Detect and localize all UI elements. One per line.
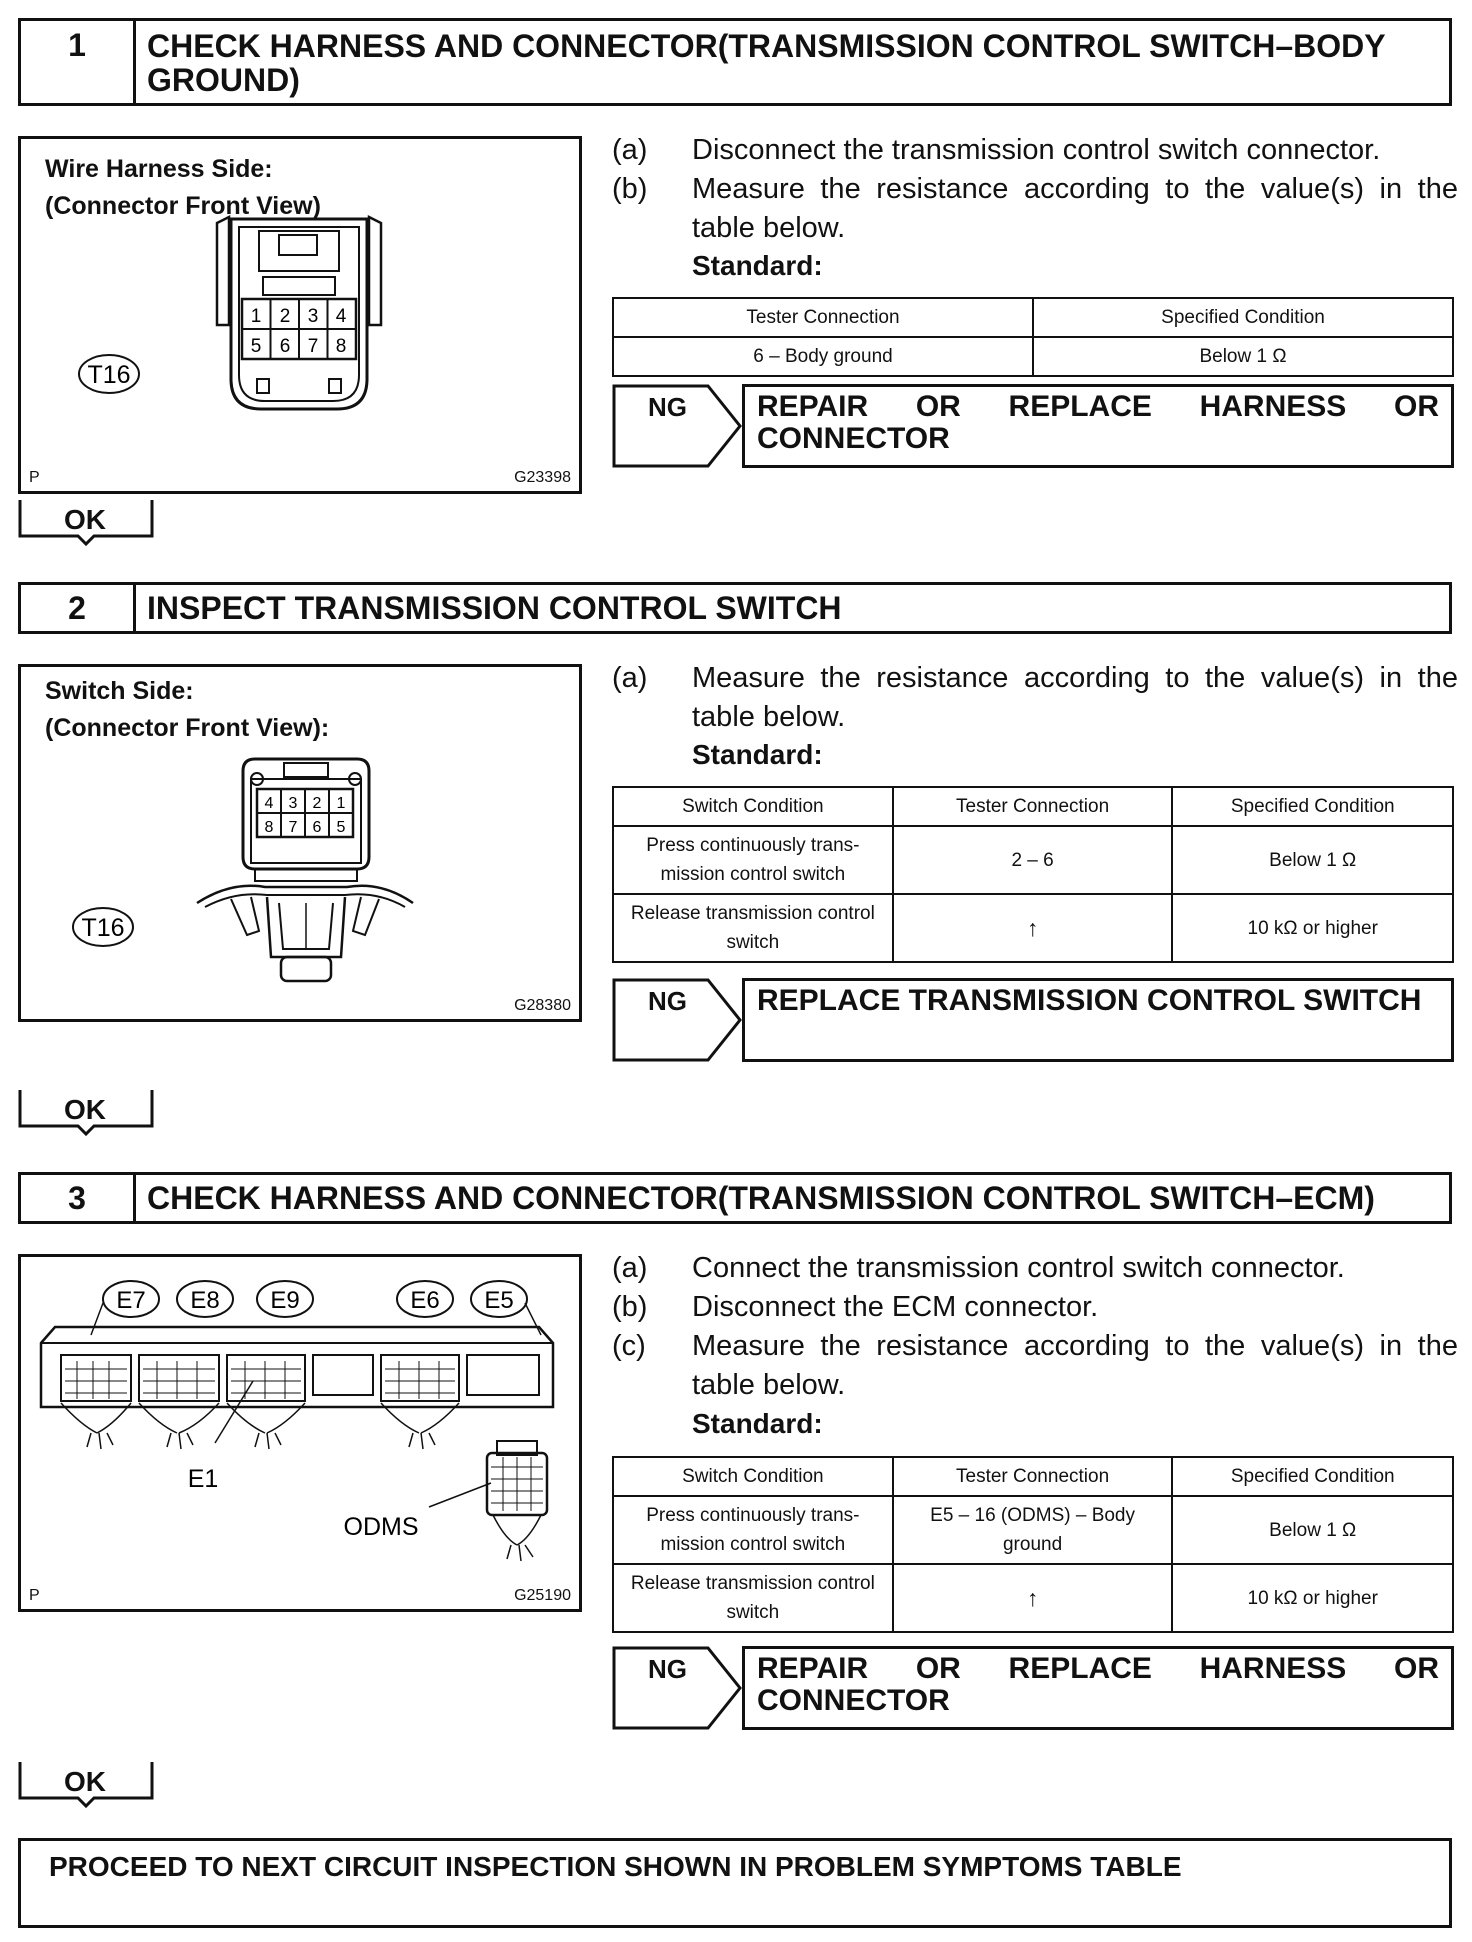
ok-label: OK [64,504,106,535]
table-header-cell: Tester Connection [893,1457,1173,1496]
figure-id: G25190 [514,1587,571,1604]
table-header-row [613,298,1453,337]
ng-label: NG [648,392,687,422]
ok-label: OK [64,1766,106,1797]
step-1-ok-branch [18,498,158,551]
pin-label: 1 [336,795,346,812]
figure-caption: Wire Harness Side: [45,155,273,183]
step-3-header [18,1172,1452,1224]
table-header-cell: Specified Condition [1172,787,1453,826]
connector-label: E8 [190,1287,220,1314]
step-number: 3 [21,1175,136,1221]
table-row [613,894,1453,962]
step-number: 2 [21,585,136,631]
connector-label: T16 [87,361,131,389]
switch-connector-drawing [21,667,579,1019]
pin-label: 8 [335,336,347,357]
pin-label: 7 [307,336,319,357]
pin-label: 1 [250,306,262,327]
table-cell: Below 1 Ω [1172,1496,1453,1564]
step-2-figure [18,664,582,1022]
table-cell: Release transmission control switch [613,894,893,962]
table-row [613,337,1453,376]
table-cell: ↑ [893,894,1173,962]
table-cell: Below 1 Ω [1172,826,1453,894]
table-row [613,1496,1453,1564]
table-header-cell: Specified Condition [1172,1457,1453,1496]
step-title: CHECK HARNESS AND CONNECTOR(TRANSMISSION CONTROL SWITCH–ECM) [147,1180,1375,1216]
step-1-instructions [612,131,1458,248]
table-cell: 10 kΩ or higher [1172,894,1453,962]
ng-action: REPLACE TRANSMISSION CONTROL SWITCH [742,978,1454,1062]
step-3-figure [18,1254,582,1612]
step-3-ok-branch [18,1760,158,1813]
step-2-ok-branch [18,1088,158,1141]
callout-label: E1 [187,1465,219,1493]
pin-label: 6 [312,819,322,836]
instruction-item: (b) Disconnect the ECM connector. [612,1291,1099,1323]
table-cell: Release transmission control switch [613,1564,893,1632]
table-row [613,1564,1453,1632]
step-1-spec-table [612,297,1454,377]
standard-label: Standard: [692,1408,823,1439]
ng-action: REPAIR OR REPLACE HARNESS OR CONNECTOR [742,384,1454,468]
step-2-spec-table [612,786,1454,963]
step-2-header [18,582,1452,634]
table-header-row [613,1457,1453,1496]
instruction-item: (a) Measure the resistance according to the value(s) in the table below. [612,662,1458,733]
instruction-item: (c) Measure the resistance according to the value(s) in the table below. [612,1330,1458,1401]
connector-label: E7 [116,1287,146,1314]
pin-label: 7 [288,819,298,836]
standard-label: Standard: [692,250,823,281]
step-2-instructions [612,659,1458,737]
table-cell: 6 – Body ground [613,337,1033,376]
connector-label: E9 [270,1287,300,1314]
pin-label: 3 [307,306,319,327]
ecm-connector-drawing [21,1257,579,1609]
standard-label: Standard: [692,739,823,770]
table-cell: E5 – 16 (ODMS) – Body ground [893,1496,1173,1564]
step-title: INSPECT TRANSMISSION CONTROL SWITCH [147,590,842,626]
figure-id: G28380 [514,997,571,1014]
pin-label: 5 [250,336,262,357]
table-header-cell: Tester Connection [613,298,1033,337]
pin-label: 5 [336,819,346,836]
step-1-header [18,18,1452,106]
table-cell: Below 1 Ω [1033,337,1453,376]
figure-corner-mark: P [29,1587,40,1604]
pin-label: 6 [279,336,291,357]
connector-label: E5 [484,1287,514,1314]
instruction-item: (a) Connect the transmission control switch connector. [612,1252,1345,1284]
ng-label: NG [648,1654,687,1684]
step-number: 1 [21,21,136,103]
step-3-instructions [612,1249,1458,1405]
table-cell: 2 – 6 [893,826,1173,894]
pin-label: 8 [264,819,274,836]
pin-label: 2 [312,795,322,812]
step-title: CHECK HARNESS AND CONNECTOR(TRANSMISSION CONTROL SWITCH–BODY GROUND) [147,28,1385,98]
ng-label: NG [648,986,687,1016]
harness-connector-drawing [21,139,579,491]
pin-label: 2 [279,306,291,327]
instruction-item: (b) Measure the resistance according to the value(s) in the table below. [612,173,1458,244]
pin-label: 3 [288,795,298,812]
table-header-cell: Specified Condition [1033,298,1453,337]
table-cell: Press continuously trans-mission control switch [613,1496,893,1564]
table-header-row [613,787,1453,826]
connector-label: E6 [410,1287,440,1314]
table-row [613,826,1453,894]
callout-label: ODMS [343,1513,419,1541]
ok-label: OK [64,1094,106,1125]
step-3-spec-table [612,1456,1454,1633]
table-header-cell: Switch Condition [613,787,893,826]
table-header-cell: Tester Connection [893,787,1173,826]
figure-caption: Switch Side: [45,677,194,705]
ng-action: REPAIR OR REPLACE HARNESS OR CONNECTOR [742,1646,1454,1730]
pin-label: 4 [264,795,274,812]
figure-caption: (Connector Front View): [45,714,330,742]
pin-label: 4 [335,306,347,327]
table-header-cell: Switch Condition [613,1457,893,1496]
table-cell: ↑ [893,1564,1173,1632]
figure-corner-mark: P [29,469,40,486]
figure-caption: (Connector Front View) [45,192,321,220]
final-instruction-box [18,1838,1452,1928]
step-1-figure [18,136,582,494]
table-cell: Press continuously trans-mission control switch [613,826,893,894]
figure-id: G23398 [514,469,571,486]
connector-label: T16 [81,914,125,942]
final-instruction: PROCEED TO NEXT CIRCUIT INSPECTION SHOWN IN PROBLEM SYMPTOMS TABLE [49,1851,1182,1882]
instruction-item: (a) Disconnect the transmission control switch connector. [612,134,1381,166]
table-cell: 10 kΩ or higher [1172,1564,1453,1632]
